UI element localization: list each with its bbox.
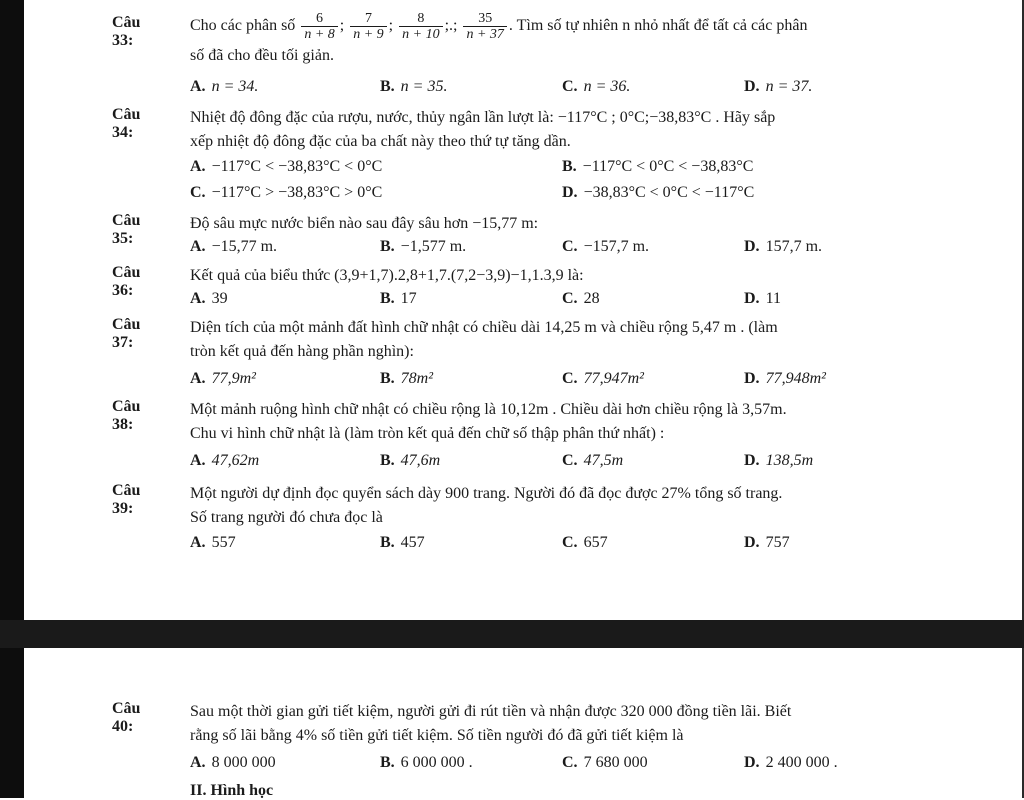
option-a[interactable]: A. 557 — [190, 534, 236, 551]
option-a[interactable]: A. n = 34. — [190, 78, 259, 95]
options-row — [190, 290, 910, 312]
option-a[interactable]: A. 47,62m — [190, 452, 260, 469]
fraction-2 — [350, 11, 386, 42]
option-c[interactable]: C. n = 36. — [562, 78, 631, 95]
question-label: Câu 40: — [112, 700, 141, 735]
fraction-denominator: n + 10 — [399, 26, 442, 42]
page-gap-band — [0, 620, 1024, 648]
page-edge-left — [0, 0, 24, 798]
stem-line: Nhiệt độ đông đặc của rượu, nước, thủy ngân lần lượt là: −117°C ; 0°C;−38,83°C . Hãy sắp — [190, 109, 776, 126]
option-d[interactable]: D. 757 — [744, 534, 790, 551]
option-b[interactable]: B. 17 — [380, 290, 417, 307]
fraction-denominator: n + 37 — [463, 26, 506, 42]
question-stem — [190, 398, 970, 446]
stem-line: Độ sâu mực nước biển nào sau đây sâu hơn −15,77 m: — [190, 215, 539, 232]
option-c[interactable]: C. −157,7 m. — [562, 238, 650, 255]
stem-line: Diện tích của một mảnh đất hình chữ nhật có chiều dài 14,25 m và chiều rộng 5,47 m . (làm — [190, 319, 778, 336]
option-c[interactable]: C. 77,947m² — [562, 370, 644, 387]
stem-line: Một mảnh ruộng hình chữ nhật có chiều rộng là 10,12m . Chiều dài hơn chiều rộng là 3,57m. — [190, 401, 787, 418]
stem-line: Chu vi hình chữ nhật là (làm tròn kết quả đến chữ số thập phân thứ nhất) : — [190, 425, 665, 442]
stem-line: Một người dự định đọc quyển sách dày 900 trang. Người đó đã đọc được 27% tổng số trang. — [190, 485, 783, 502]
option-b[interactable]: B. 47,6m — [380, 452, 441, 469]
question-stem — [190, 316, 970, 364]
option-b[interactable]: B. n = 35. — [380, 78, 448, 95]
fraction-numerator: 6 — [316, 10, 324, 26]
fraction-3 — [399, 11, 442, 42]
options-row — [190, 184, 910, 206]
option-b[interactable]: B. −1,577 m. — [380, 238, 467, 255]
separator: ;.; — [444, 17, 458, 34]
option-b[interactable]: B. 6 000 000 . — [380, 754, 473, 771]
option-d[interactable]: D. n = 37. — [744, 78, 813, 95]
options-row — [190, 158, 910, 180]
question-label: Câu 33: — [112, 14, 141, 49]
question-stem — [190, 264, 970, 288]
stem-line: tròn kết quả đến hàng phần nghìn): — [190, 343, 414, 360]
option-c[interactable]: C. 7 680 000 — [562, 754, 648, 771]
options-row — [190, 370, 910, 392]
separator: ; — [339, 17, 345, 34]
stem-text: . Tìm số tự nhiên n nhỏ nhất để tất cả các phân — [508, 17, 808, 34]
option-c[interactable]: C. 47,5m — [562, 452, 624, 469]
options-row — [190, 534, 910, 556]
option-d[interactable]: D. 77,948m² — [744, 370, 826, 387]
question-label: Câu 38: — [112, 398, 141, 433]
stem-line: Số trang người đó chưa đọc là — [190, 509, 383, 526]
fraction-4 — [463, 11, 506, 42]
fraction-numerator: 7 — [364, 10, 372, 26]
stem-line: xếp nhiệt độ đông đặc của ba chất này theo thứ tự tăng dần. — [190, 133, 571, 150]
question-stem — [190, 106, 970, 154]
question-label: Câu 37: — [112, 316, 141, 351]
stem-text: Cho các phân số — [190, 17, 296, 34]
question-label: Câu 34: — [112, 106, 141, 141]
options-row — [190, 78, 910, 100]
option-b[interactable]: B. 78m² — [380, 370, 434, 387]
stem-line: Sau một thời gian gửi tiết kiệm, người gửi đi rút tiền và nhận được 320 000 đồng tiền lãi. Biết — [190, 703, 792, 720]
stem-line: số đã cho đều tối giản. — [190, 47, 334, 64]
option-c[interactable]: C. 28 — [562, 290, 600, 307]
question-stem — [190, 212, 970, 236]
fraction-denominator: n + 8 — [301, 26, 337, 42]
stem-line: rằng số lãi bằng 4% số tiền gửi tiết kiệm. Số tiền người đó đã gửi tiết kiệm là — [190, 727, 684, 744]
option-d[interactable]: D. 11 — [744, 290, 781, 307]
option-d[interactable]: D. 138,5m — [744, 452, 814, 469]
options-row — [190, 754, 910, 776]
question-label: Câu 36: — [112, 264, 141, 299]
options-row — [190, 452, 910, 474]
option-d[interactable]: D. 157,7 m. — [744, 238, 823, 255]
option-d[interactable]: D. 2 400 000 . — [744, 754, 838, 771]
question-label: Câu 39: — [112, 482, 141, 517]
option-d[interactable]: D. −38,83°C < 0°C < −117°C — [562, 184, 755, 201]
option-b[interactable]: B. 457 — [380, 534, 425, 551]
options-row — [190, 238, 910, 260]
fraction-1 — [301, 11, 337, 42]
fraction-denominator: n + 9 — [350, 26, 386, 42]
question-label: Câu 35: — [112, 212, 141, 247]
question-stem — [190, 8, 970, 68]
fraction-numerator: 8 — [417, 10, 425, 26]
question-stem — [190, 482, 970, 530]
option-c[interactable]: C. −117°C > −38,83°C > 0°C — [190, 184, 383, 201]
fraction-numerator: 35 — [478, 10, 493, 26]
section-heading: II. Hình học — [190, 782, 274, 799]
option-a[interactable]: A. −117°C < −38,83°C < 0°C — [190, 158, 383, 175]
option-a[interactable]: A. −15,77 m. — [190, 238, 278, 255]
option-a[interactable]: A. 77,9m² — [190, 370, 256, 387]
option-a[interactable]: A. 8 000 000 — [190, 754, 276, 771]
option-c[interactable]: C. 657 — [562, 534, 608, 551]
option-b[interactable]: B. −117°C < 0°C < −38,83°C — [562, 158, 754, 175]
stem-line: Kết quả của biểu thức (3,9+1,7).2,8+1,7.(7,2−3,9)−1,1.3,9 là: — [190, 267, 584, 284]
option-a[interactable]: A. 39 — [190, 290, 228, 307]
separator: ; — [388, 17, 394, 34]
question-stem — [190, 700, 970, 748]
